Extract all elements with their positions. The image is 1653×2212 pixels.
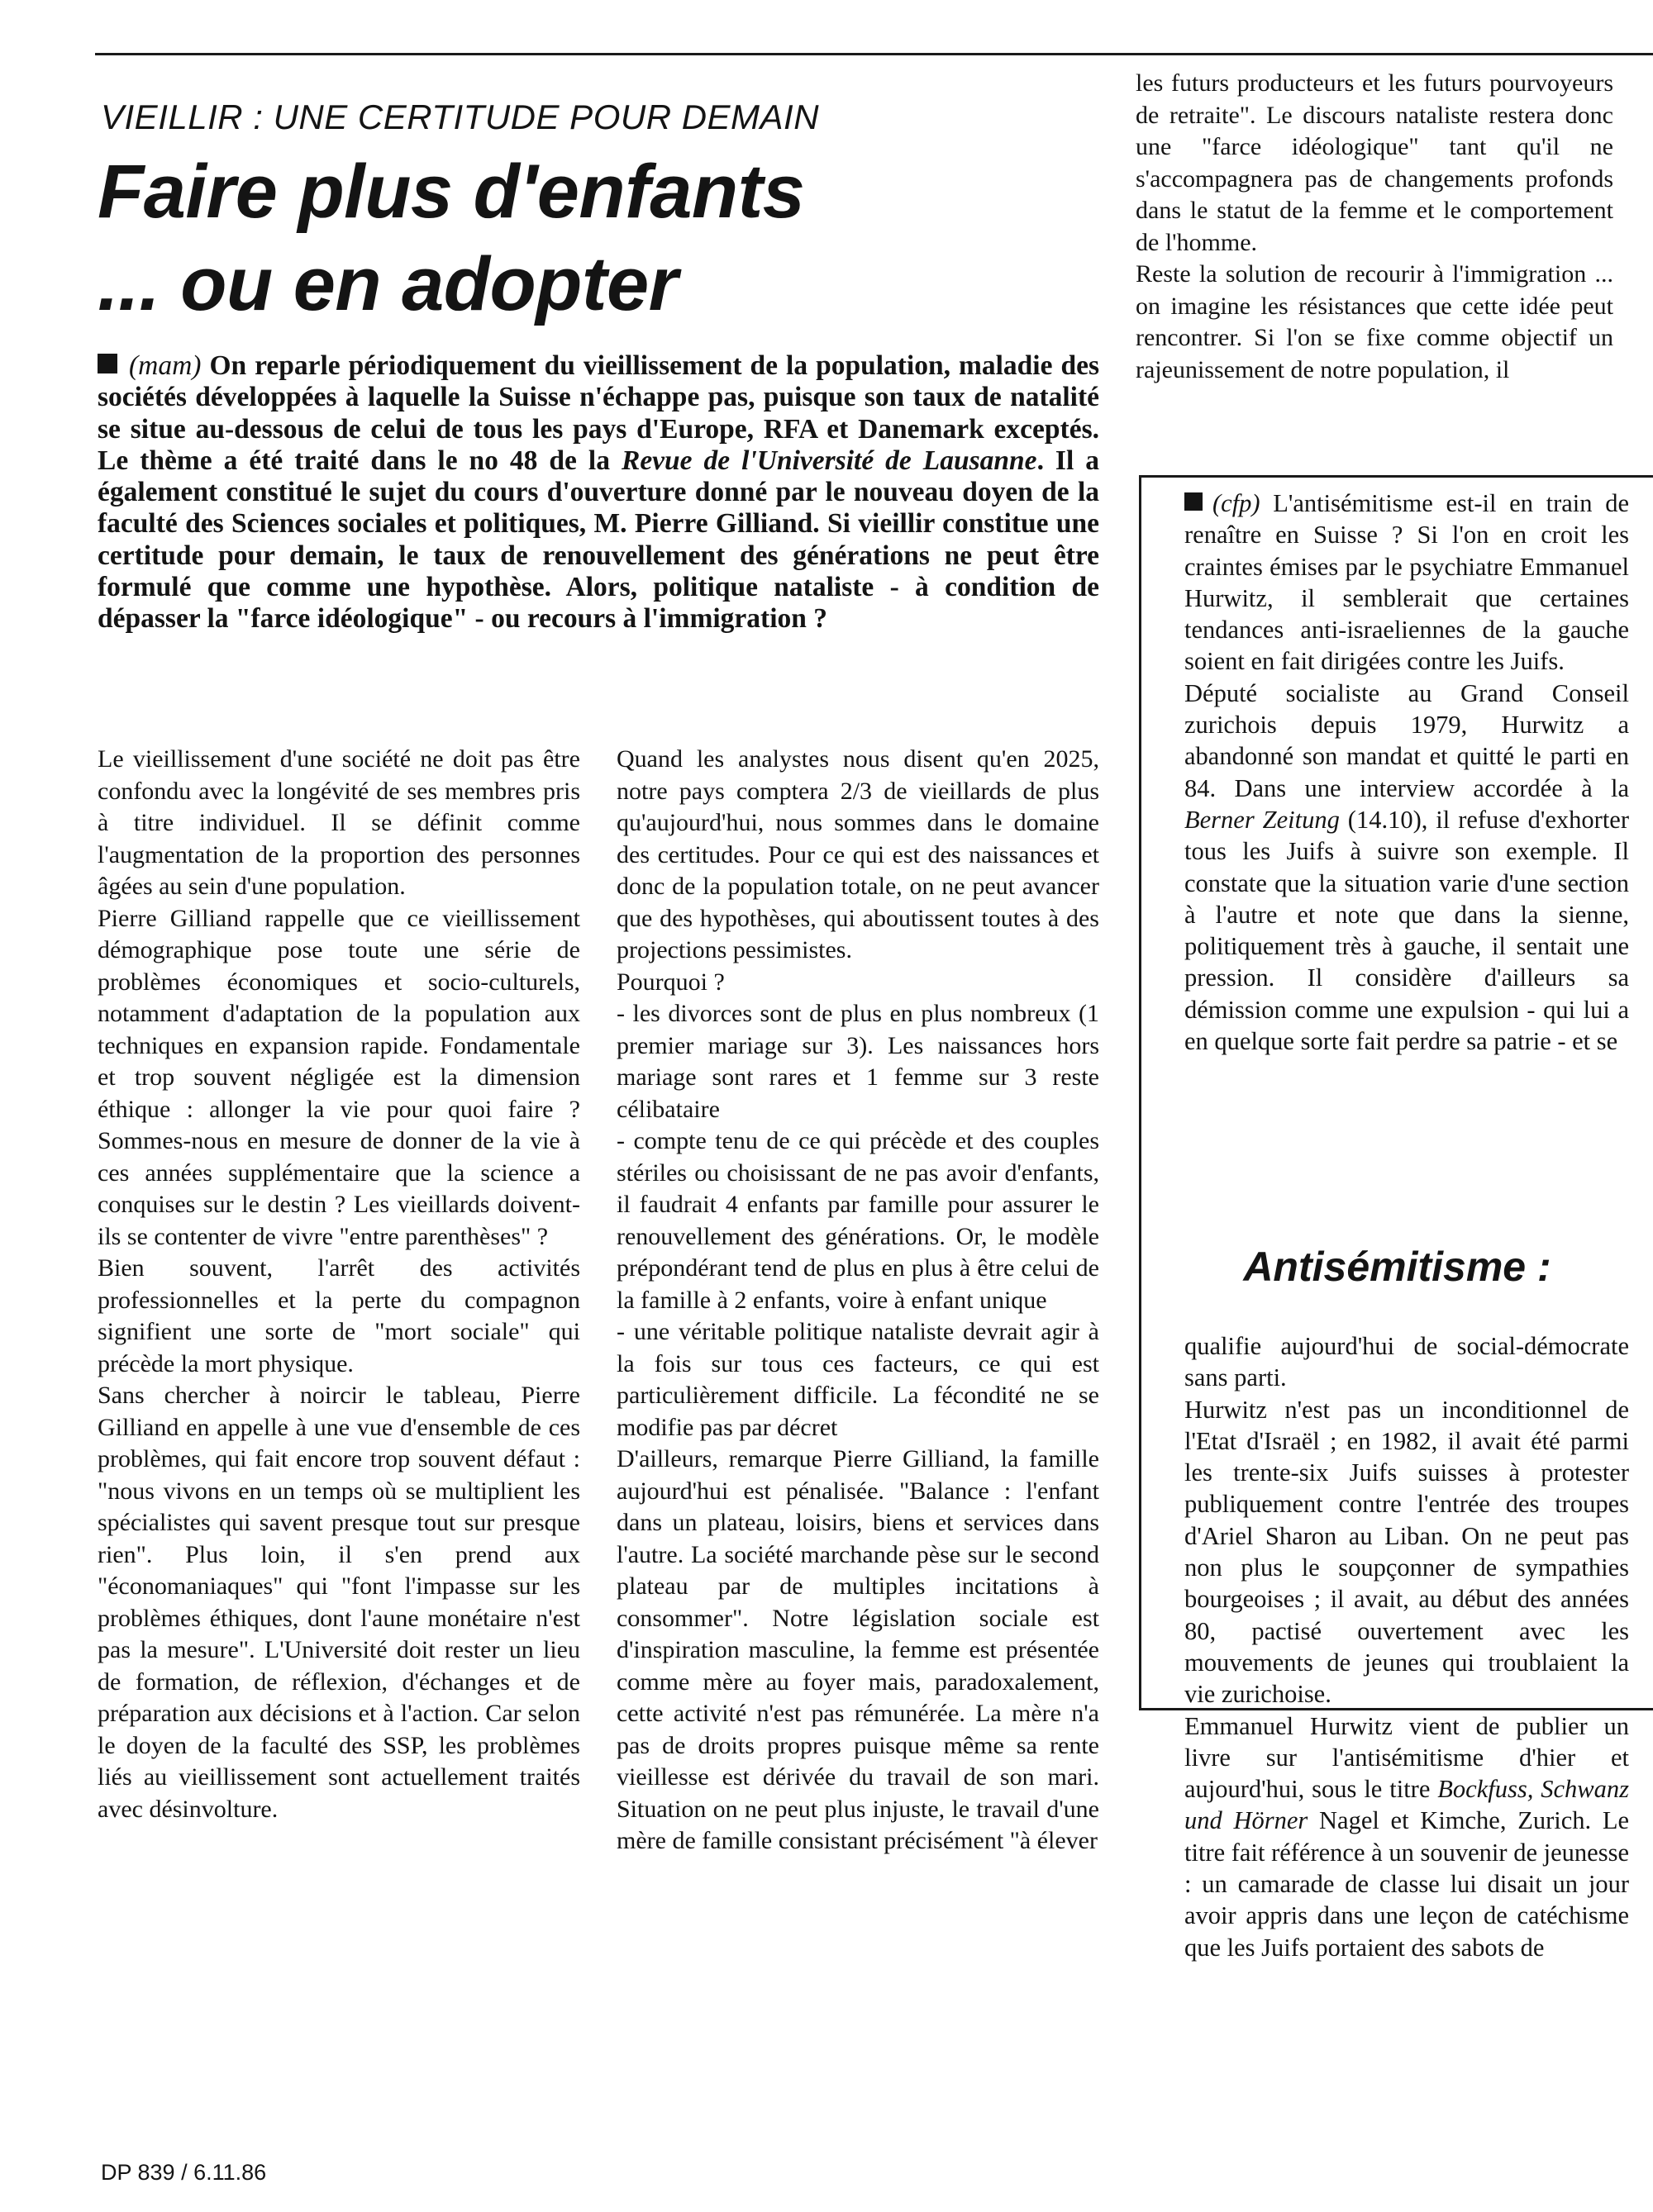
column-2-paragraph: Quand les analystes nous disent qu'en 2025, notre pays comptera 2/3 de vieillards de plus qu'aujourd'hui, nous sommes dans le domaine des certitudes. Pour ce qui est des naissances et donc de la population totale, on ne peut avancer que des hypothèses, qui aboutissent toutes à des projections pessimistes. bbox=[617, 745, 1099, 963]
sidebar-paragraph-5-end: Nagel et Kimche, Zurich. Le titre fait référence à un souvenir de jeunesse : un camarade de classe lui disait un jour avoir appris dans une leçon de catéchisme que les Juifs portaient des sabots de bbox=[1184, 1806, 1630, 1962]
issue-footer: DP 839 / 6.11.86 bbox=[101, 2160, 267, 2185]
newspaper-title: Berner Zeitung bbox=[1184, 805, 1340, 834]
sidebar-title: Antisémitisme : bbox=[1243, 1244, 1551, 1290]
lead-byline: (mam) bbox=[129, 350, 202, 381]
article-headline bbox=[98, 145, 804, 331]
column-2-paragraph: - compte tenu de ce qui précède et des couples stériles ou choisissant de ne pas avoir d'enfants, il faudrait 4 enfants par famille pour assurer le renouvellement des générations. Or, le modèle prépondérant tend de plus en plus à être celui de la famille à 2 enfants, voire à enfant unique bbox=[617, 1127, 1099, 1314]
article-column-1 bbox=[98, 744, 580, 1825]
sidebar-paragraph-2-end: (14.10), il refuse d'exhorter tous les Juifs à suivre son exemple. Il constate que la situation varie d'une section à l'autre et note que dans la sienne, politiquement très à gauche, il sentait une pression. Il considère d'ailleurs sa démission comme une expulsion - qui lui a en quelque sorte fait perdre sa patrie - et se bbox=[1184, 805, 1629, 1056]
sidebar-paragraph bbox=[1184, 488, 1629, 678]
sidebar-text-bottom bbox=[1184, 1330, 1629, 1963]
sidebar-box-antisemitism bbox=[1139, 475, 1653, 1962]
lead-text-part-1: On reparle périodiquement du vieillissement de la population, maladie des sociétés développées à laquelle la Suisse n'échappe pas, puisque son taux de natalité se situe au-dessous de celui de tous les pays d'Europe, RFA et Danemark exceptés. Le thème a été traité dans le no 48 de la bbox=[98, 350, 1100, 476]
article-kicker: VIEILLIR : UNE CERTITUDE POUR DEMAIN bbox=[101, 98, 820, 136]
column-1-paragraph: Pierre Gilliand rappelle que ce vieillissement démographique pose toute une série de problèmes économiques et socio-culturels, notamment d'adaptation de la population aux techniques en expansion rapide. Fondamentale et trop souvent négligée est la dimension éthique : allonger la vie pour quoi faire ? Sommes-nous en mesure de donner de la vie à ces années supplémentaire que la science a conquises sur le destin ? Les vieillards doivent-ils se contenter de vivre "entre parenthèses" ? bbox=[98, 904, 580, 1250]
column-3-paragraph: Reste la solution de recourir à l'immigration ... on imagine les résistances que cette idée peut rencontrer. Si l'on se fixe comme objectif un rajeunissement de notre population, il bbox=[1136, 260, 1613, 383]
sidebar-paragraph bbox=[1184, 678, 1629, 1058]
sidebar-paragraph-5-start: Emmanuel Hurwitz vient de publier un livre sur l'antisémitisme d'hier et aujourd'hui, sous le titre bbox=[1184, 1711, 1629, 1804]
column-3-paragraph: les futurs producteurs et les futurs pourvoyeurs de retraite". Le discours nataliste restera donc une "farce idéologique" tant qu'il ne s'accompagnera pas de changements profonds dans le statut de la femme et le comportement de l'homme. bbox=[1136, 69, 1613, 256]
column-2-paragraph: Pourquoi ? bbox=[617, 968, 725, 996]
column-1-paragraph: Sans chercher à noircir le tableau, Pierre Gilliand en appelle à une vue d'ensemble de ces problèmes, qui fait encore trop souvent défaut : "nous vivons en un temps où se multiplient les spécialistes qui savent presque tout sur presque rien". Plus loin, il s'en prend aux "économaniaques" qui "font l'impasse sur les problèmes éthiques, dont l'aune monétaire n'est pas la mesure". L'Université doit rester un lieu de formation, de réflexion, d'échanges et de préparation aux décisions et à l'action. Car selon le doyen de la faculté des SSP, les problèmes liés au vieillissement sont actuellement traités avec désinvolture. bbox=[98, 1382, 580, 1823]
column-1-paragraph: Bien souvent, l'arrêt des activités professionnelles et la perte du compagnon signifient une sorte de "mort sociale" qui précède la mort physique. bbox=[98, 1254, 580, 1377]
column-1-paragraph: Le vieillissement d'une société ne doit pas être confondu avec la longévité de ses membres pris à titre individuel. Il se définit comme l'augmentation de la proportion des personnes âgées au sein d'une population. bbox=[98, 745, 580, 900]
column-2-paragraph: - les divorces sont de plus en plus nombreux (1 premier mariage sur 3). Les naissances hors mariage sont rares et 1 femme sur 3 reste célibataire bbox=[617, 1000, 1099, 1123]
article-column-3 bbox=[1136, 68, 1613, 386]
column-2-paragraph: - une véritable politique nataliste devrait agir à la fois sur tous ces facteurs, ce qui est particulièrement difficile. La fécondité ne se modifie pas par décret bbox=[617, 1318, 1099, 1441]
sidebar-paragraph: qualifie aujourd'hui de social-démocrate sans parti. bbox=[1184, 1332, 1629, 1392]
book-title: Bockfuss, Schwanz und Hörner bbox=[1184, 1775, 1630, 1835]
journal-title: Revue de l'Université de Lausanne bbox=[621, 445, 1037, 476]
bullet-square-icon bbox=[98, 354, 117, 373]
sidebar-paragraph: Hurwitz n'est pas un inconditionnel de l'Etat d'Israël ; en 1982, il avait été parmi les trente-six Juifs suisses à protester publiquement contre l'entrée des troupes d'Ariel Sharon au Liban. On ne peut pas non plus le soupçonner de sympathies bourgeoises ; il avait, au début des années 80, pactisé ouvertement avec les mouvements de jeunes qui troublaient la vie zurichoise. bbox=[1184, 1395, 1629, 1709]
article-column-2 bbox=[617, 744, 1099, 1858]
bullet-square-icon bbox=[1184, 492, 1203, 511]
top-rule bbox=[95, 53, 1653, 55]
headline-line-1: Faire plus d'enfants bbox=[98, 150, 805, 234]
lead-text-part-2: . Il a également constitué le sujet du cours d'ouverture donné par le nouveau doyen de la faculté des Sciences sociales et politiques, M. Pierre Gilliand. Si vieillir constitue une certitude pour demain, le taux de renouvellement des générations ne peut être formulé que comme une hypothèse. Alors, politique nataliste - à condition de dépasser la "farce idéologique" - ou recours à l'immigration ? bbox=[98, 445, 1100, 635]
sidebar-byline: (cfp) bbox=[1212, 489, 1260, 517]
article-lead bbox=[98, 350, 1099, 635]
sidebar-paragraph-1-text: L'antisémitisme est-il en train de renaître en Suisse ? Si l'on en croit les craintes émises par le psychiatre Emmanuel Hurwitz, il semblerait que certaines tendances anti-israeliennes de la gauche soient en fait dirigées contre les Juifs. bbox=[1184, 489, 1629, 676]
sidebar-text-top bbox=[1184, 488, 1629, 1057]
headline-line-2: ... ou en adopter bbox=[98, 242, 678, 326]
column-2-paragraph: D'ailleurs, remarque Pierre Gilliand, la famille aujourd'hui est pénalisée. "Balance : l'enfant dans un plateau, loisirs, biens et services dans l'autre. La société marchande pèse sur le second plateau par de multiples incitations à consommer". Notre législation sociale est d'inspiration masculine, la femme est présentée comme mère au foyer mais, paradoxalement, cette activité n'est pas rémunérée. La mère n'a pas de droits propres puisque même sa rente vieillesse est dérivée du travail de son mari. Situation on ne peut plus injuste, le travail d'une mère de famille consistant précisément "à élever bbox=[617, 1445, 1099, 1854]
sidebar-paragraph bbox=[1184, 1710, 1629, 1963]
sidebar-paragraph-2-start: Député socialiste au Grand Conseil zurichois depuis 1979, Hurwitz a abandonné son mandat et quitté le parti en 84. Dans une interview accordée à la bbox=[1184, 678, 1629, 802]
